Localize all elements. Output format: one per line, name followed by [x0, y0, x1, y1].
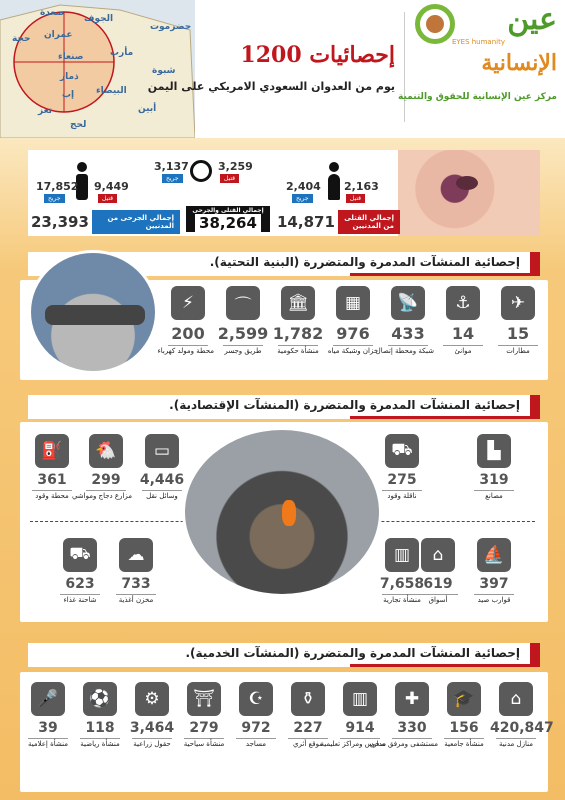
stat-value: 2,599 — [217, 324, 269, 343]
stat-label: منازل مدنية — [499, 740, 533, 748]
title-number: 1200 — [240, 42, 302, 68]
children-killed-label: قتيل — [220, 174, 239, 183]
stat-label: منشأة حكومية — [277, 347, 319, 355]
stat-divider — [86, 490, 126, 491]
stat-divider — [340, 738, 380, 739]
eye-logo-icon — [415, 4, 455, 44]
map-label: مأرب — [110, 48, 134, 58]
stat-value: 330 — [397, 720, 427, 736]
stat-item — [126, 682, 178, 748]
map-label: حضرموت — [150, 22, 192, 32]
stat-label: وسائل نقل — [146, 492, 178, 500]
stat-value: 39 — [38, 720, 58, 736]
stat-item — [26, 434, 78, 500]
food-store-icon: ☁ — [119, 538, 153, 572]
stat-value: 972 — [241, 720, 271, 736]
header-accent-bar — [350, 273, 530, 276]
stat-label: مدارس ومراكز تعليمية — [320, 740, 386, 748]
stat-item — [468, 434, 520, 500]
stat-item — [468, 538, 520, 604]
stat-value: 15 — [506, 324, 530, 343]
stat-item — [230, 682, 282, 748]
header-divider — [404, 12, 405, 122]
stat-label: قوارب صيد — [477, 596, 511, 604]
woman-icon — [328, 162, 340, 200]
services-panel — [20, 672, 554, 792]
stat-divider — [498, 345, 538, 346]
map-label: أبين — [138, 104, 157, 114]
stat-value: 319 — [479, 472, 509, 488]
stat-item — [376, 538, 428, 604]
total-injured-bar — [28, 212, 180, 232]
infrastructure-title: إحصائية المنشآت المدمرة والمتضررة (البنية التحتية). — [209, 255, 520, 269]
logo-eyes: EYES humanity — [451, 38, 505, 46]
yemen-map — [0, 0, 195, 138]
stat-label: محطة ومولد كهرباء — [157, 347, 214, 355]
tourism-icon: ⛩ — [187, 682, 221, 716]
men-killed: 9,449 — [94, 180, 129, 193]
food-truck-icon: ⛟ — [63, 538, 97, 572]
page-title — [240, 42, 395, 68]
children-injured-label: جريح — [162, 174, 183, 183]
women-injured: 2,404 — [286, 180, 321, 193]
football-icon: ⚽ — [83, 682, 117, 716]
stat-divider — [184, 738, 224, 739]
stat-label: حقول زراعية — [133, 740, 171, 748]
stat-divider — [444, 738, 484, 739]
children-icon — [190, 160, 212, 182]
women-casualties — [286, 152, 379, 208]
header — [0, 0, 565, 138]
stat-label: طريق وجسر — [224, 347, 262, 355]
stat-item — [217, 286, 269, 355]
burning-car-photo — [182, 427, 382, 597]
stat-value: 14 — [451, 324, 475, 343]
stat-value: 279 — [189, 720, 219, 736]
stat-divider — [288, 738, 328, 739]
stat-value: 4,446 — [139, 472, 185, 488]
stat-divider — [236, 738, 276, 739]
stat-value: 7,658 — [379, 576, 425, 592]
mosque-icon: ☪ — [239, 682, 273, 716]
school-icon: ▥ — [343, 682, 377, 716]
stat-value: 914 — [345, 720, 375, 736]
stat-value: 433 — [391, 324, 425, 343]
stat-value: 118 — [85, 720, 115, 736]
men-injured-label: جريح — [44, 194, 65, 203]
stat-divider — [443, 345, 483, 346]
total-injured-value: 23,393 — [31, 213, 89, 231]
stat-item — [492, 286, 544, 355]
stat-label: مزارع دجاج ومواشي — [71, 492, 132, 500]
factory-icon: ▙ — [477, 434, 511, 468]
org-name: مركز عين الإنسانية للحقوق والتنمية — [398, 92, 557, 102]
stat-item — [376, 434, 428, 500]
tractor-icon: ⚙ — [135, 682, 169, 716]
stat-label: منشأة إعلامية — [27, 740, 69, 748]
stat-value: 619 — [423, 576, 453, 592]
stat-label: منشأة رياضية — [80, 740, 120, 748]
tower-icon: 📡 — [391, 286, 425, 320]
page-subtitle: يوم من العدوان السعودي الامريكي على اليمن — [147, 80, 395, 93]
stat-item — [157, 286, 214, 355]
boat-icon: ⛵ — [477, 538, 511, 572]
stat-divider — [474, 490, 514, 491]
stat-item — [282, 682, 334, 748]
stat-item — [437, 286, 489, 355]
men-casualties — [36, 152, 129, 208]
total-killed-label: إجمالي القتلى من المدنيين — [338, 210, 400, 234]
stat-item — [327, 286, 379, 355]
stat-divider — [132, 738, 172, 739]
map-label: عمران — [44, 30, 73, 40]
stat-divider — [60, 594, 100, 595]
archaeology-icon: ⚱ — [291, 682, 325, 716]
stat-value: 275 — [387, 472, 417, 488]
total-injured-label: إجمالي الجرحى من المدنيين — [92, 210, 180, 234]
logo-subtitle: الإنسانية — [481, 50, 557, 76]
stat-label: مطارات — [506, 347, 530, 355]
women-injured-label: جريح — [292, 194, 313, 203]
map-label: لحج — [70, 120, 87, 130]
stat-item — [490, 682, 554, 748]
port-icon: ⚓ — [446, 286, 480, 320]
map-label: صعدة — [40, 8, 65, 18]
total-killed-value: 14,871 — [277, 213, 335, 231]
stat-item — [375, 286, 434, 355]
stat-item — [369, 682, 438, 748]
stat-label: موانئ — [454, 347, 472, 355]
hospital-icon: ✚ — [395, 682, 429, 716]
market-icon: ⌂ — [421, 538, 455, 572]
total-all-box — [186, 206, 270, 232]
stat-label: شبكة ومحطة إتصال — [375, 347, 434, 355]
stat-value: 1,782 — [272, 324, 324, 343]
stat-label: شاحنة غذاء — [63, 596, 97, 604]
stat-item — [22, 682, 74, 748]
stat-value: 361 — [37, 472, 67, 488]
map-label: الجوف — [84, 14, 114, 24]
total-killed-bar — [274, 212, 400, 232]
stat-divider — [28, 738, 68, 739]
stat-item — [110, 538, 162, 604]
stat-divider — [382, 594, 422, 595]
children-casualties — [154, 148, 253, 204]
stat-divider — [32, 490, 72, 491]
plane-icon: ✈ — [501, 286, 535, 320]
women-killed-label: قتيل — [346, 194, 365, 203]
house-icon: ⌂ — [499, 682, 533, 716]
stat-item — [438, 682, 490, 748]
stat-item — [74, 682, 126, 748]
economic-title: إحصائية المنشآت المدمرة والمتضررة (المنشآت الإقتصادية). — [169, 398, 520, 412]
total-all-label: إجمالي القتلى والجرحى — [192, 206, 264, 214]
children-injured: 3,137 — [154, 160, 189, 173]
map-label: ذمار — [60, 72, 79, 82]
stat-item — [178, 682, 230, 748]
stat-divider — [392, 738, 432, 739]
stat-divider — [278, 345, 318, 346]
stat-divider — [223, 345, 263, 346]
stat-item — [54, 538, 106, 604]
stat-value: 623 — [65, 576, 95, 592]
map-label: شبوة — [152, 66, 176, 76]
header-accent-bar — [350, 664, 530, 667]
casualties-panel — [28, 150, 540, 236]
men-killed-label: قتيل — [98, 194, 117, 203]
injured-child-photo — [398, 150, 540, 236]
stat-divider — [80, 738, 120, 739]
men-injured: 17,852 — [36, 180, 79, 193]
stat-label: مساجد — [245, 740, 267, 748]
stat-label: منشأة تجارية — [383, 596, 421, 604]
commercial-building-icon: ▥ — [385, 538, 419, 572]
stat-value: 156 — [449, 720, 479, 736]
stat-label: ناقلة وقود — [387, 492, 417, 500]
children-killed: 3,259 — [218, 160, 253, 173]
destroyed-plane-photo — [28, 250, 158, 374]
generator-icon: ⚡ — [171, 286, 205, 320]
stat-label: أسواق — [428, 596, 448, 604]
stat-divider — [333, 345, 373, 346]
stat-value: 397 — [479, 576, 509, 592]
stat-value: 733 — [121, 576, 151, 592]
map-label: صنعاء — [58, 52, 84, 62]
water-tank-icon: ▦ — [336, 286, 370, 320]
stat-label: محطة وقود — [35, 492, 69, 500]
stat-divider — [388, 345, 428, 346]
stat-item — [320, 682, 386, 748]
stat-divider — [116, 594, 156, 595]
stat-divider — [168, 345, 208, 346]
fuel-truck-icon: ⛟ — [385, 434, 419, 468]
stat-divider — [496, 738, 536, 739]
stat-value: 299 — [91, 472, 121, 488]
chicken-icon: 🐔 — [89, 434, 123, 468]
map-label: حجة — [12, 34, 31, 44]
stat-item — [71, 434, 132, 500]
graduation-cap-icon: 🎓 — [447, 682, 481, 716]
stat-divider — [474, 594, 514, 595]
stat-value: 976 — [336, 324, 370, 343]
total-all-value: 38,264 — [195, 214, 261, 232]
services-header — [28, 643, 540, 667]
stat-value: 227 — [293, 720, 323, 736]
stat-label: خزان وشبكة مياه — [327, 347, 379, 355]
stat-label: موقع أثري — [293, 740, 323, 748]
women-killed: 2,163 — [344, 180, 379, 193]
services-title: إحصائية المنشآت المدمرة والمتضررة (المنشآت الخدمية). — [185, 646, 520, 660]
bridge-icon: ⌒ — [226, 286, 260, 320]
stat-item — [136, 434, 188, 500]
stat-value: 3,464 — [129, 720, 175, 736]
map-label: البيضاء — [96, 86, 127, 96]
economic-header — [28, 395, 540, 419]
title-text: إحصائيات — [309, 42, 395, 68]
stat-value: 420,847 — [490, 720, 554, 736]
government-building-icon: 🏛 — [281, 286, 315, 320]
bus-icon: ▭ — [145, 434, 179, 468]
header-accent-bar — [350, 416, 530, 419]
fuel-pump-icon: ⛽ — [35, 434, 69, 468]
stat-item — [272, 286, 324, 355]
map-label: تعز — [38, 106, 53, 116]
map-label: إب — [62, 90, 75, 100]
stat-label: منشأة سياحية — [183, 740, 225, 748]
microphone-icon: 🎤 — [31, 682, 65, 716]
stat-divider — [382, 490, 422, 491]
stat-label: منشأة جامعية — [444, 740, 484, 748]
stat-value: 200 — [171, 324, 205, 343]
logo-title: عين — [507, 2, 557, 37]
stat-divider — [142, 490, 182, 491]
stat-label: مستشفى ومرفق صحي — [369, 740, 438, 748]
stat-label: مصانع — [485, 492, 503, 500]
stat-label: مخزن أغذية — [118, 596, 154, 604]
